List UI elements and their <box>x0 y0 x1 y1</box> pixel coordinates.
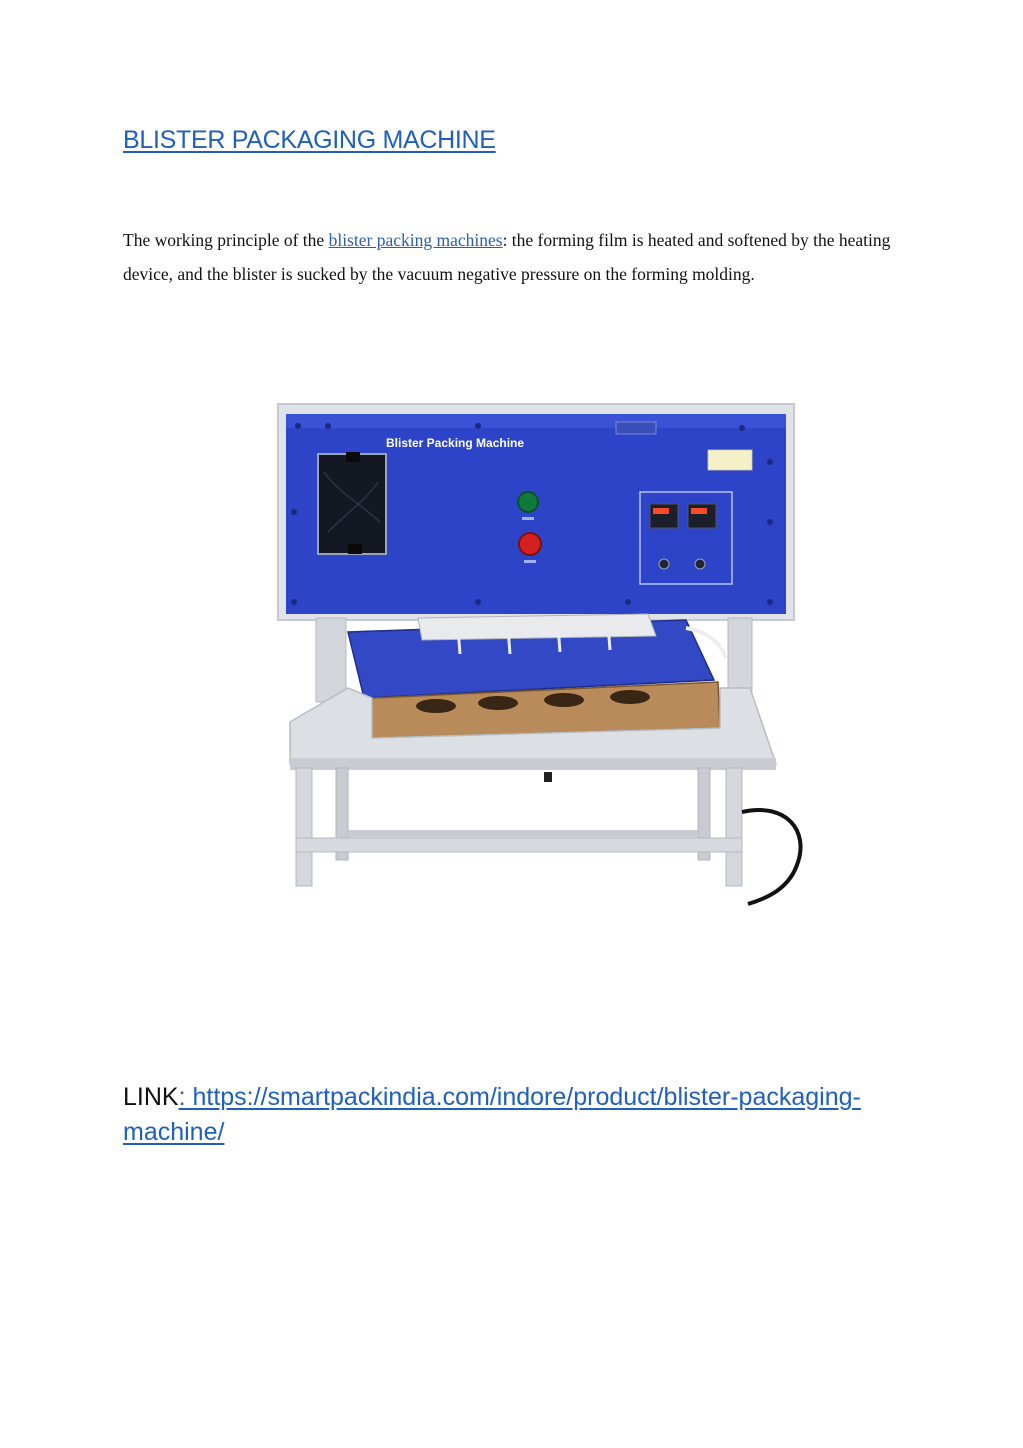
window-clip <box>348 544 362 554</box>
mold-cavity <box>478 696 518 710</box>
mold-cavity <box>610 690 650 704</box>
button-caption <box>522 517 534 520</box>
temp-display-right <box>691 508 707 514</box>
temp-display-left <box>653 508 669 514</box>
product-url-link[interactable]: : https://smartpackindia.com/indore/product/blister-packaging-machine/ <box>123 1083 861 1146</box>
screw <box>475 599 481 605</box>
clamp-bar <box>418 614 656 640</box>
table-leg <box>726 768 742 886</box>
screw <box>475 423 481 429</box>
knob-icon <box>695 559 705 569</box>
table-leg <box>296 768 312 886</box>
screw <box>295 423 301 429</box>
foot-pedal-icon <box>544 772 552 782</box>
screw <box>739 425 745 431</box>
display-window <box>318 454 386 554</box>
emergency-stop-icon <box>519 533 541 555</box>
paragraph-text-end: : the forming film is heated and softened by the heating device, and the blister is sucked by the vacuum negative pressure on the forming molding. <box>123 230 891 284</box>
back-stretcher <box>348 830 698 838</box>
paragraph-text-start: The working principle of the <box>123 230 329 250</box>
button-caption <box>524 560 536 563</box>
link-section <box>123 1080 923 1150</box>
clamp <box>508 628 510 654</box>
screw <box>767 519 773 525</box>
screw <box>291 509 297 515</box>
lower-stretcher <box>296 838 742 852</box>
machine-photo <box>268 392 812 912</box>
brand-logo-icon <box>616 422 656 434</box>
screw <box>325 423 331 429</box>
screw <box>767 459 773 465</box>
knob-icon <box>659 559 669 569</box>
clamp <box>458 628 460 654</box>
start-button-icon <box>518 492 538 512</box>
power-cord <box>742 810 801 904</box>
sticker-label <box>708 450 752 470</box>
machine-illustration <box>268 392 812 912</box>
blister-packing-machines-link[interactable]: blister packing machines <box>328 230 503 250</box>
clamp <box>608 624 610 650</box>
temp-controller-left <box>650 504 678 528</box>
panel-highlight <box>286 414 786 428</box>
window-clip <box>346 452 360 462</box>
mold-cavity <box>544 693 584 707</box>
mold-cavity <box>416 699 456 713</box>
left-post <box>316 618 346 702</box>
clamp <box>558 626 560 652</box>
document-title: BLISTER PACKAGING MACHINE <box>123 126 496 154</box>
screw <box>291 599 297 605</box>
screw <box>767 599 773 605</box>
temp-controller-right <box>688 504 716 528</box>
intro-paragraph <box>123 224 913 291</box>
panel-label: Blister Packing Machine <box>386 436 525 450</box>
screw <box>625 599 631 605</box>
link-label: LINK <box>123 1083 179 1111</box>
